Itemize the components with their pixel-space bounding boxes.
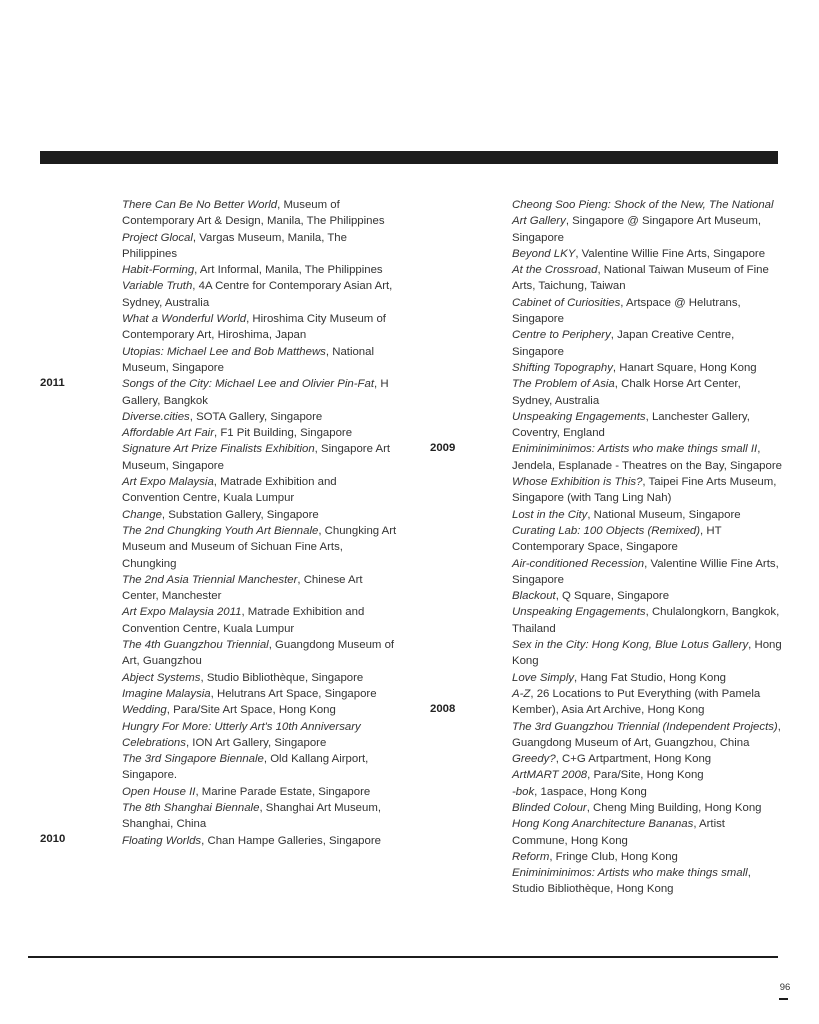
list-item: A-Z, 26 Locations to Put Everything (with Pamela Kember), Asia Art Archive, Hong Kong [512, 687, 761, 717]
list-item: Imagine Malaysia, Helutrans Art Space, Singapore [122, 687, 377, 700]
list-item: At the Crossroad, National Taiwan Museum of Fine Arts, Taichung, Taiwan [512, 264, 769, 293]
list-item: Greedy?, C+G Artpartment, Hong Kong [512, 753, 712, 766]
exhibition-list-right [512, 197, 782, 898]
list-item: ArtMART 2008, Para/Site, Hong Kong [512, 769, 704, 782]
year-label-2009: 2009 [430, 442, 456, 454]
list-item: Blinded Colour, Cheng Ming Building, Hong Kong [512, 801, 762, 814]
list-item: Songs of the City: Michael Lee and Olivier Pin-Fat, H Gallery, Bangkok [122, 378, 389, 407]
list-item: Unspeaking Engagements, Lanchester Gallery, Coventry, England [512, 410, 750, 440]
list-item: Unspeaking Engagements, Chulalongkorn, Bangkok, Thailand [512, 606, 780, 635]
list-item: Affordable Art Fair, F1 Pit Building, Singapore [122, 427, 353, 440]
list-item: Open House II, Marine Parade Estate, Singapore [122, 785, 371, 798]
list-item: Diverse.cities, SOTA Gallery, Singapore [122, 410, 323, 423]
list-item: Art Expo Malaysia, Matrade Exhibition and Convention Centre, Kuala Lumpur [122, 476, 337, 505]
list-item: Blackout, Q Square, Singapore [512, 590, 670, 603]
list-item: The 3rd Guangzhou Triennial (Independent Projects), Guangdong Museum of Art, Guangzhou, China [512, 720, 781, 749]
page-number-underline [779, 998, 788, 1000]
year-label-2008: 2008 [430, 703, 456, 715]
list-item: The 2nd Asia Triennial Manchester, Chinese Art Center, Manchester [122, 573, 363, 603]
footer-rule [28, 956, 778, 958]
list-item: -bok, 1aspace, Hong Kong [512, 785, 647, 798]
list-item: What a Wonderful World, Hiroshima City Museum of Contemporary Art, Hiroshima, Japan [122, 313, 386, 342]
list-item: Love Simply, Hang Fat Studio, Hong Kong [512, 671, 727, 684]
exhibition-list-left [122, 197, 397, 849]
year-label-2011: 2011 [40, 377, 65, 389]
list-item: Habit-Forming, Art Informal, Manila, The Philippines [122, 264, 383, 277]
list-item: There Can Be No Better World, Museum of Contemporary Art & Design, Manila, The Philippines [122, 199, 385, 228]
list-item: Lost in the City, National Museum, Singapore [512, 508, 741, 521]
list-item: Hong Kong Anarchitecture Bananas, Artist Commune, Hong Kong [512, 818, 725, 847]
page-number: 96 [779, 982, 791, 993]
list-item: Centre to Periphery, Japan Creative Centre, Singapore [512, 329, 735, 358]
list-item: Utopias: Michael Lee and Bob Matthews, National Museum, Singapore [122, 345, 375, 374]
list-item: Beyond LKY, Valentine Willie Fine Arts, Singapore [512, 247, 766, 260]
list-item: Reform, Fringe Club, Hong Kong [512, 850, 678, 863]
list-item: Project Glocal, Vargas Museum, Manila, The Philippines [122, 231, 347, 260]
list-item: Variable Truth, 4A Centre for Contemporary Asian Art, Sydney, Australia [122, 280, 393, 309]
list-item: Eniminiminimos: Artists who make things small, Studio Bibliothèque, Hong Kong [512, 867, 751, 896]
list-item: Cheong Soo Pieng: Shock of the New, The National Art Gallery, Singapore @ Singapore Art Museum, Singapore [512, 199, 774, 244]
list-item: Wedding, Para/Site Art Space, Hong Kong [122, 704, 336, 717]
list-item: Sex in the City: Hong Kong, Blue Lotus Gallery, Hong Kong [512, 639, 782, 668]
list-item: The 4th Guangzhou Triennial, Guangdong Museum of Art, Guangzhou [122, 639, 395, 668]
list-item: Floating Worlds, Chan Hampe Galleries, Singapore [122, 834, 381, 847]
list-item: Cabinet of Curiosities, Artspace @ Helutrans, Singapore [512, 296, 741, 326]
list-item: Air-conditioned Recession, Valentine Willie Fine Arts, Singapore [512, 557, 779, 586]
list-item: Eniminiminimos: Artists who make things small II, Jendela, Esplanade - Theatres on the Bay, Singapore [512, 443, 782, 472]
list-item: Change, Substation Gallery, Singapore [122, 508, 319, 521]
list-item: Whose Exhibition is This?, Taipei Fine Arts Museum, Singapore (with Tang Ling Nah) [512, 476, 777, 505]
list-item: The 3rd Singapore Biennale, Old Kallang Airport, Singapore. [122, 753, 369, 782]
list-item: The 2nd Chungking Youth Art Biennale, Chungking Art Museum and Museum of Sichuan Fine Arts, Chungking [122, 524, 397, 570]
year-label-2010: 2010 [40, 833, 66, 845]
list-item: Curating Lab: 100 Objects (Remixed), HT Contemporary Space, Singapore [512, 524, 722, 554]
list-item: Hungry For More: Utterly Art's 10th Anniversary Celebrations, ION Art Gallery, Singapore [122, 720, 361, 749]
list-item: Shifting Topography, Hanart Square, Hong Kong [512, 361, 757, 374]
list-item: Signature Art Prize Finalists Exhibition, Singapore Art Museum, Singapore [122, 443, 391, 472]
list-item: The Problem of Asia, Chalk Horse Art Center, Sydney, Australia [512, 378, 741, 407]
list-item: Abject Systems, Studio Bibliothèque, Singapore [122, 671, 364, 684]
list-item: The 8th Shanghai Biennale, Shanghai Art Museum, Shanghai, China [122, 801, 382, 831]
list-item: Art Expo Malaysia 2011, Matrade Exhibition and Convention Centre, Kuala Lumpur [122, 606, 365, 635]
header-rule [40, 151, 778, 164]
